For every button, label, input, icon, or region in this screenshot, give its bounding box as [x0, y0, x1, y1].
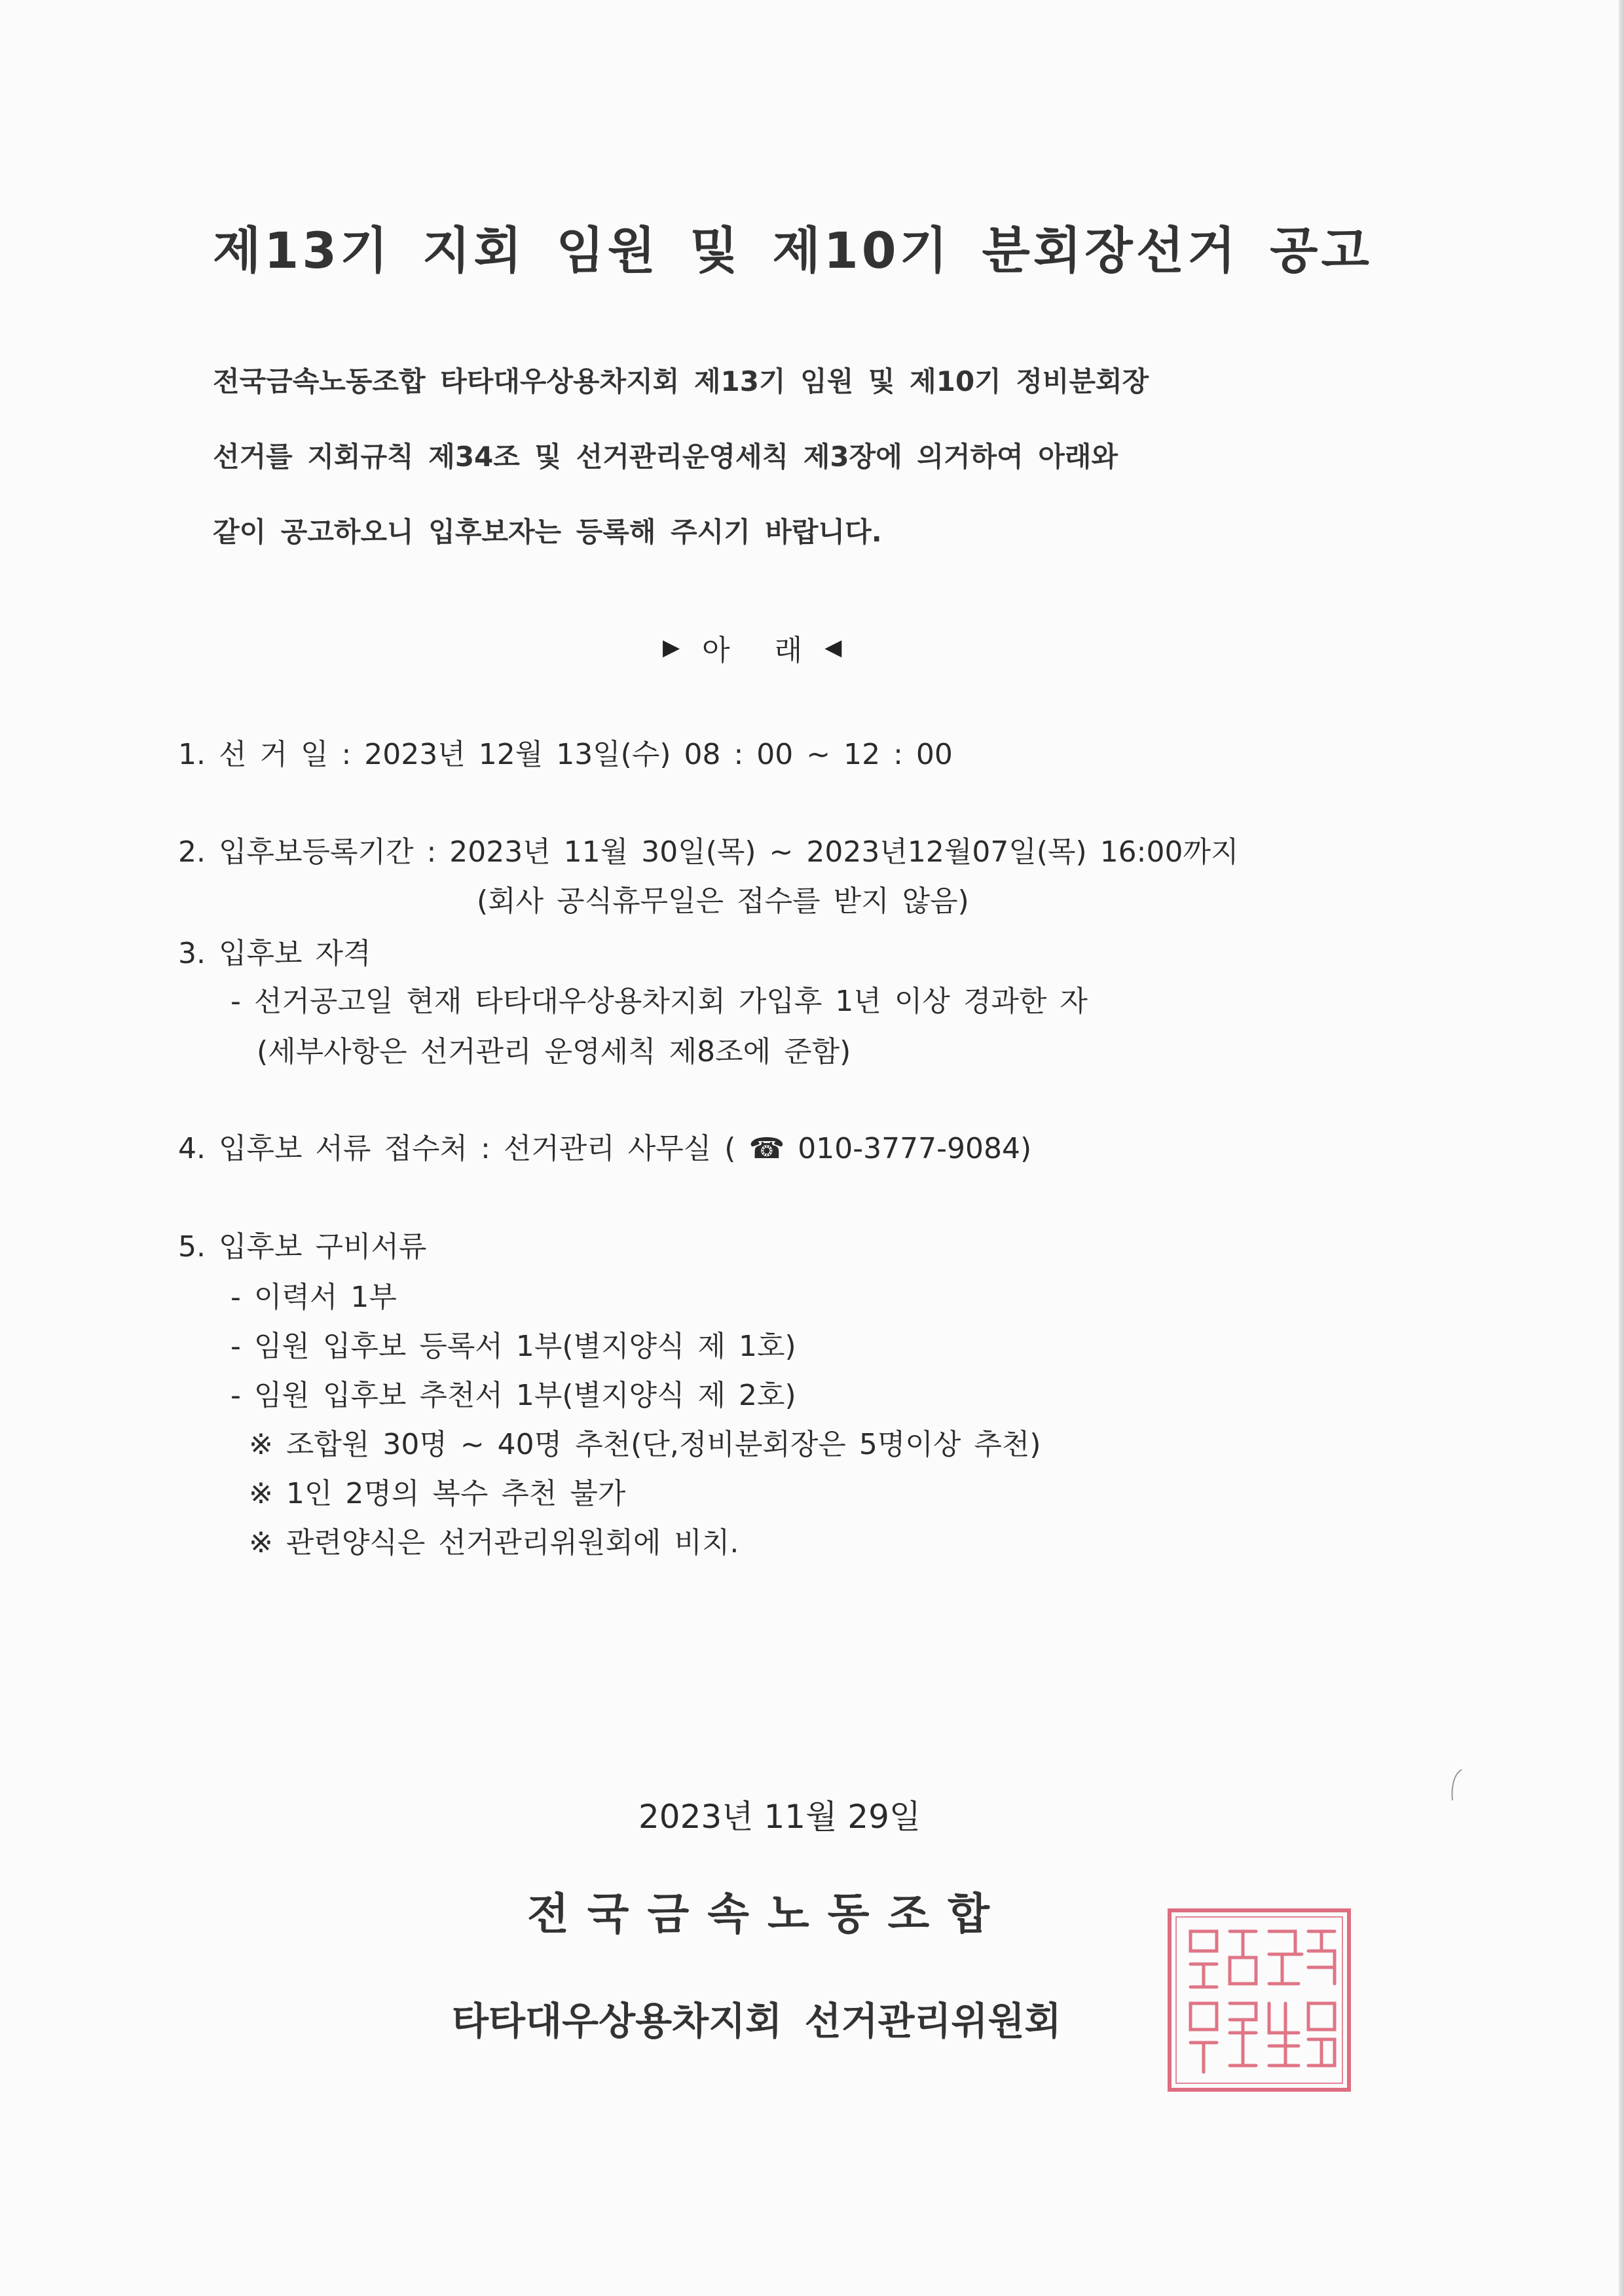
office-line	[178, 1125, 1031, 1167]
stray-pen-mark	[1447, 1764, 1467, 1804]
registration-period-line: 2. 입후보등록기간 : 2023년 11월 30일(목) ~ 2023년12월07일(목) 16:00까지	[178, 835, 1239, 869]
documents-item-1: - 이력서 1부	[231, 1281, 397, 1314]
office-prefix: 4. 입후보 서류 접수처 : 선거관리 사무실 (	[178, 1132, 736, 1165]
page-edge-shadow	[1619, 0, 1624, 2296]
document-title: 제13기 지회 임원 및 제10기 분회장선거 공고	[213, 221, 1373, 280]
arae-word-2: 래	[774, 634, 803, 667]
office-phone: 010-3777-9084)	[798, 1132, 1032, 1165]
phone-icon: ☎	[748, 1132, 785, 1165]
qualification-heading: 3. 입후보 자격	[178, 937, 371, 970]
note-item-3: ※ 관련양식은 선거관리위원회에 비치.	[249, 1526, 739, 1559]
arae-heading	[663, 627, 841, 668]
election-day-line: 1. 선 거 일 : 2023년 12월 13일(수) 08 : 00 ~ 12 : 00	[178, 738, 953, 771]
right-triangle-icon: ▶	[663, 634, 680, 661]
union-name: 전국금속노동조합	[527, 1889, 1008, 1939]
documents-item-3: - 임원 입후보 추천서 1부(별지양식 제 2호)	[231, 1379, 796, 1412]
notice-date: 2023년 11월 29일	[638, 1798, 921, 1836]
qualification-note: (세부사항은 선거관리 운영세칙 제8조에 준함)	[257, 1035, 851, 1068]
intro-line-1: 전국금속노동조합 타타대우상용차지회 제13기 임원 및 제10기 정비분회장	[213, 365, 1149, 397]
official-seal-stamp	[1164, 1905, 1354, 2095]
intro-line-3: 같이 공고하오니 입후보자는 등록해 주시기 바랍니다.	[213, 516, 882, 548]
committee-name: 타타대우상용차지회 선거관리위원회	[452, 1999, 1061, 2043]
intro-line-2: 선거를 지회규칙 제34조 및 선거관리운영세칙 제3장에 의거하여 아래와	[213, 441, 1118, 473]
arae-word-1: 아	[702, 634, 730, 667]
qualification-line: - 선거공고일 현재 타타대우상용차지회 가입후 1년 이상 경과한 자	[231, 985, 1088, 1018]
left-triangle-icon: ◀	[824, 634, 842, 661]
note-item-2: ※ 1인 2명의 복수 추천 불가	[249, 1477, 626, 1510]
registration-note: (회사 공식휴무일은 접수를 받지 않음)	[477, 884, 969, 918]
documents-item-2: - 임원 입후보 등록서 1부(별지양식 제 1호)	[231, 1330, 796, 1363]
note-item-1: ※ 조합원 30명 ~ 40명 추천(단,정비분회장은 5명이상 추천)	[249, 1428, 1041, 1461]
documents-heading: 5. 입후보 구비서류	[178, 1230, 427, 1264]
